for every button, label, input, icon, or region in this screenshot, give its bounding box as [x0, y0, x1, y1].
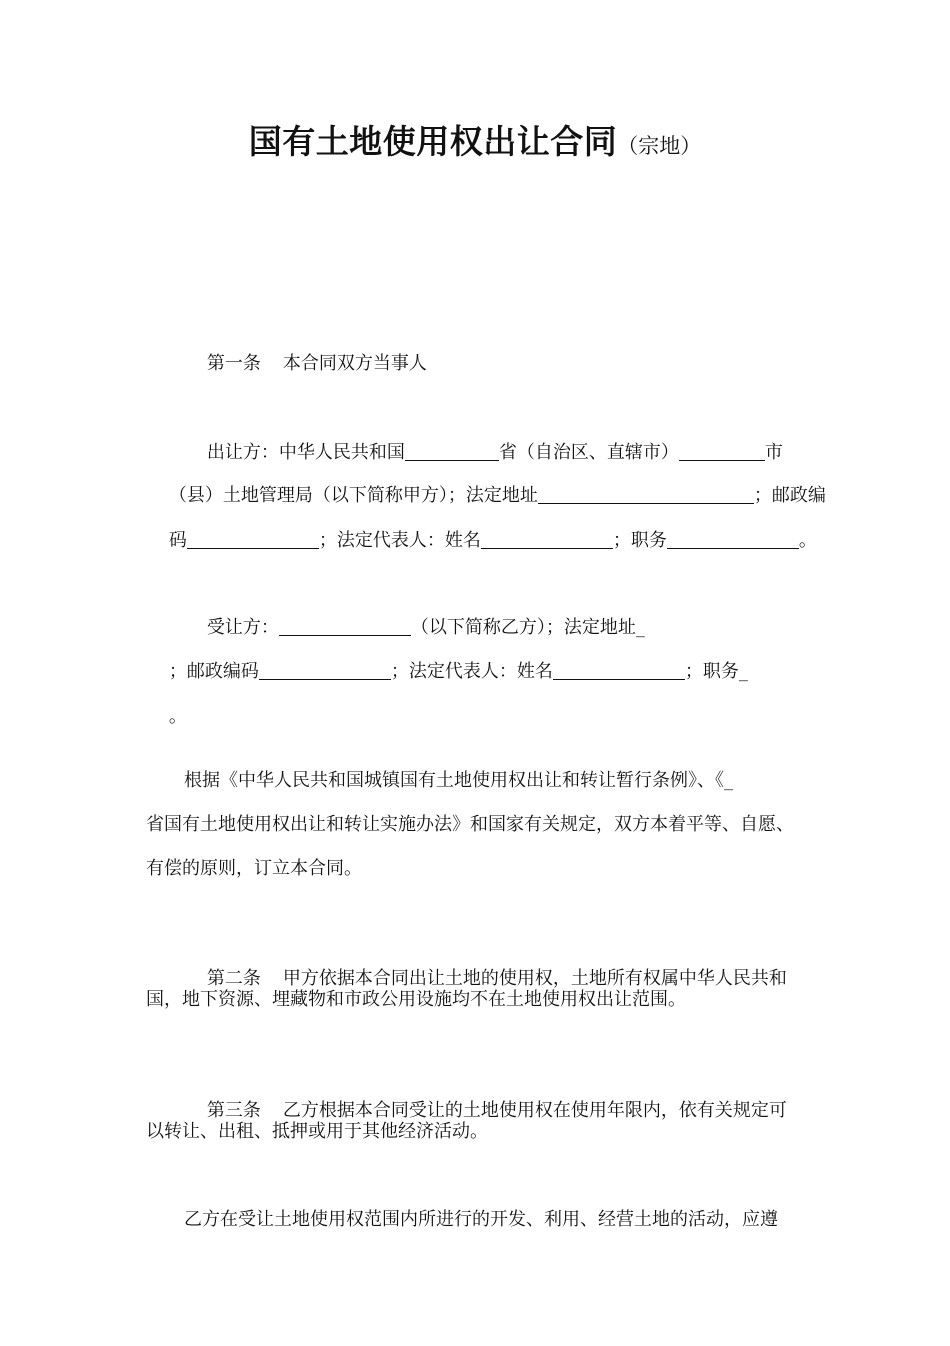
grantor-text: ；邮政编 [753, 485, 826, 506]
grantee-text: ；邮政编码 [168, 661, 259, 682]
article-2-label: 第二条 [206, 968, 261, 989]
grantor-text: ；法定代表人：姓名 [318, 530, 481, 551]
grantor-line-3 [146, 505, 817, 577]
grantee-text: （以下简称乙方）；法定地址_ [410, 617, 645, 638]
grantor-name-blank [481, 530, 613, 549]
grantor-postcode-blank [187, 530, 319, 549]
grantor-text: 码 [168, 530, 187, 551]
article-2-text: 甲方依据本合同出让土地的使用权，土地所有权属中华人民共和 [282, 968, 787, 989]
article-2-line-2: 国，地下资源、埋藏物和市政公用设施均不在土地使用权出让范围。 [146, 989, 686, 1010]
grantee-text: ；法定代表人：姓名 [390, 661, 553, 682]
title-subtitle: （宗地） [617, 134, 702, 158]
grantee-text: 。 [168, 706, 187, 727]
basis-line-3: 有偿的原则，订立本合同。 [146, 858, 362, 879]
article-1-heading [184, 328, 427, 400]
article-3-line-2: 以转让、出租、抵押或用于其他经济活动。 [146, 1121, 488, 1142]
grantor-text: 市 [764, 442, 783, 463]
final-paragraph-line-1: 乙方在受让土地使用权范围内所进行的开发、利用、经营土地的活动，应遵 [184, 1209, 778, 1230]
city-blank [679, 442, 765, 461]
grantor-text: ；职务 [612, 530, 667, 551]
document-title [0, 116, 950, 163]
article-3-text: 乙方根据本合同受让的土地使用权在使用年限内，依有关规定可 [282, 1100, 787, 1121]
grantee-postcode-blank [259, 661, 391, 680]
grantor-address-blank [538, 485, 754, 504]
basis-line-2: 省国有土地使用权出让和转让实施办法》和国家有关规定，双方本着平等、自愿、 [146, 814, 794, 835]
grantor-text: 出让方：中华人民共和国 [206, 442, 405, 463]
grantee-line-3 [146, 681, 187, 753]
grantee-line-2 [146, 636, 748, 708]
grantor-text: （县）土地管理局（以下简称甲方）；法定地址 [168, 485, 538, 506]
article-3-label: 第三条 [206, 1100, 261, 1121]
article-1-text: 本合同双方当事人 [282, 353, 427, 374]
grantor-title-blank [667, 530, 799, 549]
grantee-text: 受让方： [206, 617, 279, 638]
grantor-text: 省（自治区、直辖市） [498, 442, 679, 463]
grantee-text: ；职务_ [684, 661, 748, 682]
grantor-text: 。 [798, 530, 817, 551]
grantee-rep-blank [553, 661, 685, 680]
article-1-label: 第一条 [206, 353, 261, 374]
title-main: 国有土地使用权出让合同 [248, 122, 618, 161]
province-blank [405, 442, 499, 461]
grantee-name-blank [279, 617, 411, 636]
basis-line-1: 根据《中华人民共和国城镇国有土地使用权出让和转让暂行条例》、《_ [184, 770, 733, 791]
